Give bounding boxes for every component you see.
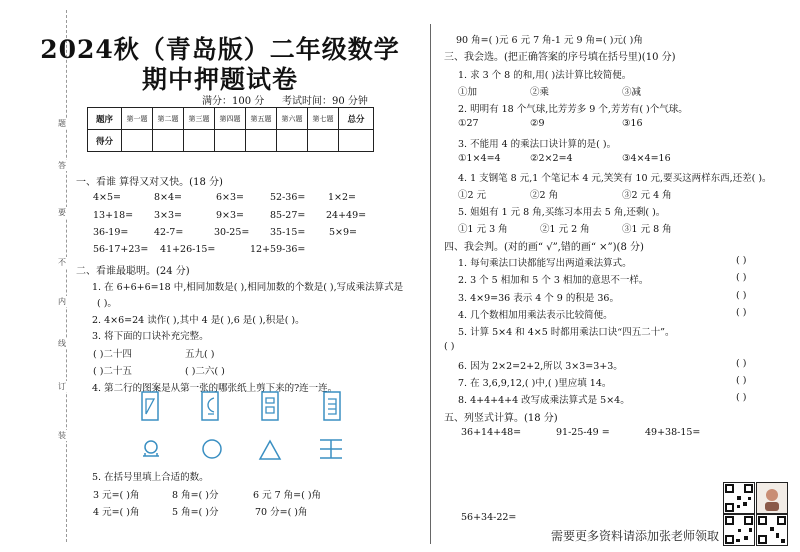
choice-option: ②乘 [530, 87, 550, 98]
qr-code-icon [723, 514, 755, 546]
calc-item: 9×3= [216, 210, 245, 221]
calc-item: 6×3= [216, 192, 245, 203]
folded-paper-icon [257, 390, 283, 422]
calc-item: 52-36= [270, 192, 306, 203]
full-score: 满分：100 分 [202, 96, 265, 107]
vertical-calc-item: 56+34-22= [461, 512, 517, 523]
choice-option: ②2×2=4 [530, 153, 573, 164]
choice-option: ③16 [622, 118, 643, 129]
exam-time: 考试时间：90 分钟 [282, 96, 368, 107]
section3-heading: 三、我会选。(把正确答案的序号填在括号里)(10 分) [444, 52, 676, 63]
score-cell [339, 130, 374, 152]
row-label-score: 得分 [88, 130, 122, 152]
choice-question: 2. 明明有 18 个气球,比芳芳多 9 个,芳芳有( )个气球。 [458, 104, 688, 115]
score-cell [122, 130, 153, 152]
choice-question: 3. 不能用 4 的乘法口诀计算的是( )。 [458, 139, 617, 150]
section1-heading: 一、看谁 算得又对又快。(18 分) [76, 177, 223, 188]
calc-item: 24+49= [326, 210, 367, 221]
score-cell [277, 130, 308, 152]
margin-text-5: 要 [58, 208, 66, 217]
fill-item: 3 元=( )角 [93, 490, 140, 501]
judge-item: 4. 几个数相加用乘法表示比较简便。 [458, 310, 613, 321]
margin-text-7: 不 [58, 258, 66, 267]
question-2-4: 4. 第二行的图案是从第一张的哪张纸上剪下来的?连一连。 [92, 383, 338, 394]
vertical-calc-item: 49+38-15= [645, 427, 701, 438]
exam-title-line1: 2024秋（青岛版）二年级数学 [40, 35, 400, 64]
choice-option: ①加 [458, 87, 478, 98]
judge-item: 5. 计算 5×4 和 4×5 时都用乘法口诀“四五二十”。 [458, 327, 675, 338]
judge-paren: ( ) [444, 341, 455, 352]
calc-item: 4×5= [93, 192, 122, 203]
choice-option: ②1 元 2 角 [540, 224, 590, 235]
judge-paren: ( ) [736, 392, 747, 403]
choice-question: 5. 姐姐有 1 元 8 角,买练习本用去 5 角,还剩( )。 [458, 207, 666, 218]
calc-item: 42-7= [154, 227, 184, 238]
cut-pattern-circle-icon [200, 437, 224, 461]
margin-text-1: 题 [58, 119, 66, 128]
section5-heading: 五、列竖式计算。(18 分) [444, 413, 558, 424]
fill-item: 4 元=( )角 [93, 507, 140, 518]
score-cell [246, 130, 277, 152]
score-cell [184, 130, 215, 152]
score-cell [308, 130, 339, 152]
judge-item: 1. 每句乘法口诀都能写出两道乘法算式。 [458, 258, 632, 269]
fill-item: 8 角=( )分 [172, 490, 219, 501]
exam-title-line2: 期中押题试卷 [141, 65, 298, 94]
judge-paren: ( ) [736, 290, 747, 301]
judge-paren: ( ) [736, 358, 747, 369]
calc-item: 12+59-36= [250, 244, 306, 255]
mnemonic-item: 五九( ) [185, 349, 215, 360]
vertical-calc-item: 91-25-49 = [556, 427, 610, 438]
choice-option: ①1 元 3 角 [458, 224, 508, 235]
total-header: 总分 [339, 108, 374, 130]
judge-paren: ( ) [736, 375, 747, 386]
continued-fill-row: 90 角=( )元 6 元 7 角-1 元 9 角=( )元( )角 [456, 35, 643, 46]
judge-paren: ( ) [736, 307, 747, 318]
footer-contact-text: 需要更多资料请添加张老师领取 [551, 529, 720, 543]
choice-question: 4. 1 支钢笔 8 元,1 个笔记本 4 元,笑笑有 10 元,要买这两样东西,还差( )。 [458, 173, 772, 184]
vertical-calc-item: 36+14+48= [461, 427, 522, 438]
judge-item: 6. 因为 2×2=2+2,所以 3×3=3+3。 [458, 361, 623, 372]
question-2-2: 2. 4×6=24 读作( ),其中 4 是( ),6 是( ),积是( )。 [92, 315, 305, 326]
calc-item: 56-17+23= [93, 244, 149, 255]
section2-heading: 二、看谁最聪明。(24 分) [76, 266, 190, 277]
mnemonic-item: ( )二十四 [93, 349, 132, 360]
margin-text-11: 线 [58, 339, 66, 348]
margin-text-3: 答 [58, 161, 66, 170]
judge-item: 7. 在 3,6,9,12,( )中,( )里应填 14。 [458, 378, 612, 389]
margin-text-9: 内 [58, 297, 66, 306]
choice-option: ③4×4=16 [622, 153, 671, 164]
cut-pattern-triangle-icon [258, 439, 282, 461]
section4-heading: 四、我会判。(对的画“ √”,错的画“ ×”)(8 分) [444, 242, 644, 253]
calc-item: 30-25= [214, 227, 250, 238]
judge-item: 8. 4+4+4+4 改写成乘法算式是 5×4。 [458, 395, 630, 406]
column-header: 第六题 [277, 108, 308, 130]
question-2-3: 3. 将下面的口诀补充完整。 [92, 331, 209, 342]
choice-option: ③减 [622, 87, 642, 98]
score-cell [215, 130, 246, 152]
question-2-1: 1. 在 6+6+6=18 中,相同加数是( ),相同加数的个数是( ),写成乘法算式是 [92, 282, 404, 293]
cut-pattern-crown-icon [140, 438, 162, 460]
column-header: 第七题 [308, 108, 339, 130]
calc-item: 35-15= [270, 227, 306, 238]
choice-option: ①27 [458, 118, 479, 129]
judge-item: 2. 3 个 5 相加和 5 个 3 相加的意思不一样。 [458, 275, 649, 286]
calc-item: 13+18= [93, 210, 134, 221]
score-table [87, 107, 374, 152]
column-header: 第三题 [184, 108, 215, 130]
page-divider [430, 24, 431, 544]
score-cell [153, 130, 184, 152]
column-header: 第四题 [215, 108, 246, 130]
cut-pattern-lines-icon [318, 437, 344, 461]
margin-text-13: 订 [58, 382, 66, 391]
folded-paper-icon [136, 390, 162, 422]
calc-item: 8×4= [154, 192, 183, 203]
judge-paren: ( ) [736, 255, 747, 266]
column-header: 第一题 [122, 108, 153, 130]
calc-item: 85-27= [270, 210, 306, 221]
fill-item: 5 角=( )分 [172, 507, 219, 518]
mnemonic-item: ( )二六( ) [185, 366, 225, 377]
choice-option: ②9 [530, 118, 545, 129]
folded-paper-icon [196, 390, 222, 422]
fill-item: 70 分=( )角 [255, 507, 308, 518]
calc-item: 1×2= [328, 192, 357, 203]
fill-item: 6 元 7 角=( )角 [253, 490, 322, 501]
column-header: 第二题 [153, 108, 184, 130]
calc-item: 3×3= [154, 210, 183, 221]
choice-option: ①1×4=4 [458, 153, 501, 164]
calc-item: 41+26-15= [160, 244, 216, 255]
judge-paren: ( ) [736, 272, 747, 283]
avatar-image [756, 482, 788, 514]
folded-paper-icon [318, 390, 344, 422]
column-header: 第五题 [246, 108, 277, 130]
row-label-order: 题序 [88, 108, 122, 130]
question-2-1-answer: ( )。 [97, 298, 117, 309]
judge-item: 3. 4×9=36 表示 4 个 9 的积是 36。 [458, 293, 619, 304]
choice-question: 1. 求 3 个 8 的和,用( )法计算比较简便。 [458, 70, 632, 81]
choice-option: ②2 角 [530, 190, 559, 201]
choice-option: ③1 元 8 角 [622, 224, 672, 235]
mnemonic-item: ( )二十五 [93, 366, 132, 377]
question-2-5: 5. 在括号里填上合适的数。 [92, 472, 209, 483]
qr-code-icon [756, 514, 788, 546]
choice-option: ①2 元 [458, 190, 487, 201]
calc-item: 5×9= [329, 227, 358, 238]
margin-text-15: 装 [58, 431, 66, 440]
calc-item: 36-19= [93, 227, 129, 238]
qr-code-icon [723, 482, 755, 514]
choice-option: ③2 元 4 角 [622, 190, 672, 201]
